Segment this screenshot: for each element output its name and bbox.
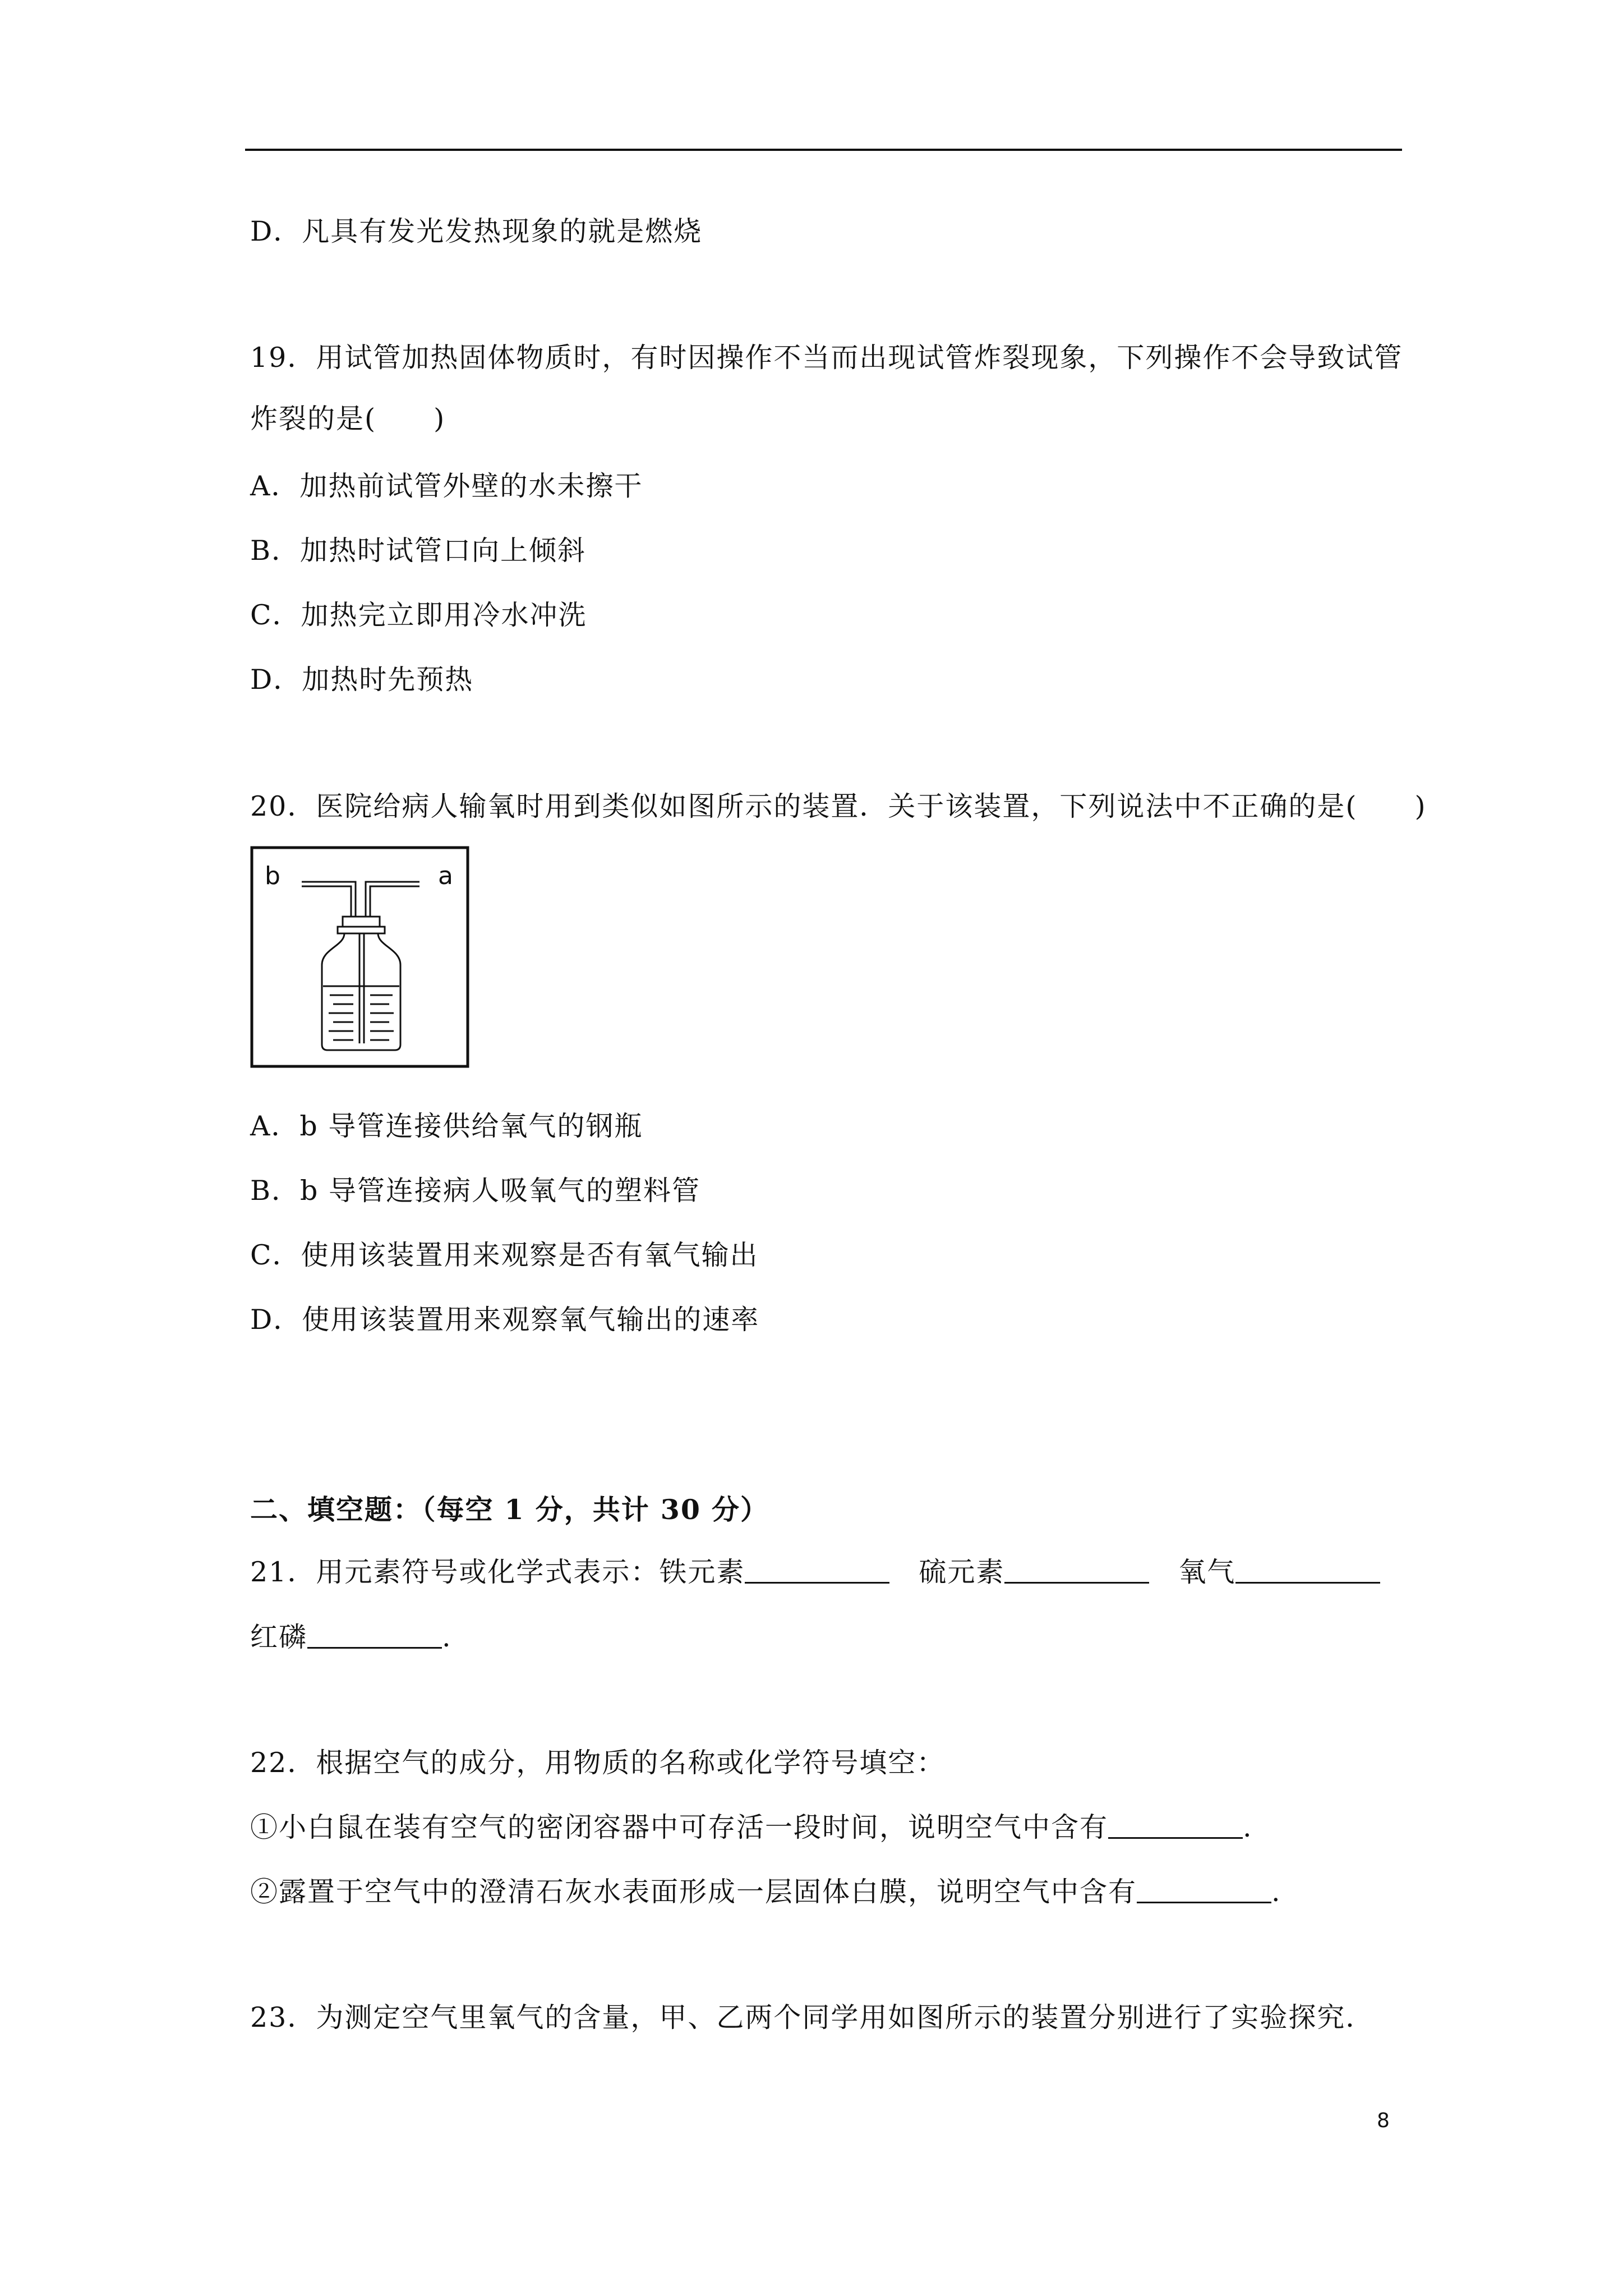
q20-option-d: D．使用该装置用来观察氧气输出的速率 [250,1304,760,1336]
q22-item1-end: . [1243,1811,1253,1843]
label-b: b [265,862,280,890]
q22-item2-end: . [1271,1876,1281,1908]
prev-option-d: D．凡具有发光发热现象的就是燃烧 [250,215,703,247]
q19-option-d: D．加热时先预热 [250,664,474,696]
q22-item2-text: ②露置于空气中的澄清石灰水表面形成一层固体白膜，说明空气中含有 [250,1876,1137,1908]
q20-stem: 20．医院给病人输氧时用到类似如图所示的装置．关于该装置，下列说法中不正确的是( ) [250,790,1427,822]
q19-option-b: B．加热时试管口向上倾斜 [250,535,587,567]
q20-option-c: C．使用该装置用来观察是否有氧气输出 [250,1239,759,1271]
q19-stem-line2: 炸裂的是( ) [250,403,446,435]
q20-option-b: B．b 导管连接病人吸氧气的塑料管 [250,1175,700,1207]
q21-blank-iron [745,1559,889,1584]
q21-end: . [442,1621,452,1653]
bottle-diagram [250,846,469,1068]
q22-stem: 22．根据空气的成分，用物质的名称或化学符号填空： [250,1747,946,1779]
q21-oxygen-label: 氧气 [1178,1556,1236,1588]
label-a: a [438,862,453,890]
q21-sulfur-label: 硫元素 [919,1556,1005,1588]
q22-item2 [250,1875,1281,1909]
q22-blank-2 [1137,1879,1271,1903]
gas-washing-bottle-figure [250,846,469,1068]
q21-line1 [250,1556,1380,1589]
q22-item1 [250,1811,1253,1844]
q22-item1-text: ①小白鼠在装有空气的密闭容器中可存活一段时间，说明空气中含有 [250,1811,1109,1843]
q21-line2 [250,1621,452,1654]
q22-blank-1 [1108,1815,1243,1839]
q21-blank-oxygen [1235,1559,1380,1584]
page-number: 8 [1377,2109,1390,2132]
q21-red-phosphorus-label: 红磷 [250,1621,308,1653]
q21-blank-phosphorus [307,1625,442,1649]
q21-blank-sulfur [1004,1559,1149,1584]
header-rule [245,149,1402,151]
q19-stem-line1: 19．用试管加热固体物质时，有时因操作不当而出现试管炸裂现象，下列操作不会导致试管 [250,342,1403,374]
q23-stem: 23．为测定空气里氧气的含量，甲、乙两个同学用如图所示的装置分别进行了实验探究． [250,2001,1375,2033]
q21-prefix: 21．用元素符号或化学式表示：铁元素 [250,1556,745,1588]
section-heading: 二、填空题：（每空 1 分，共计 30 分） [250,1493,769,1526]
q20-option-a: A．b 导管连接供给氧气的钢瓶 [250,1110,643,1142]
q19-option-a: A．加热前试管外壁的水未擦干 [250,470,643,502]
q19-option-c: C．加热完立即用冷水冲洗 [250,599,587,631]
